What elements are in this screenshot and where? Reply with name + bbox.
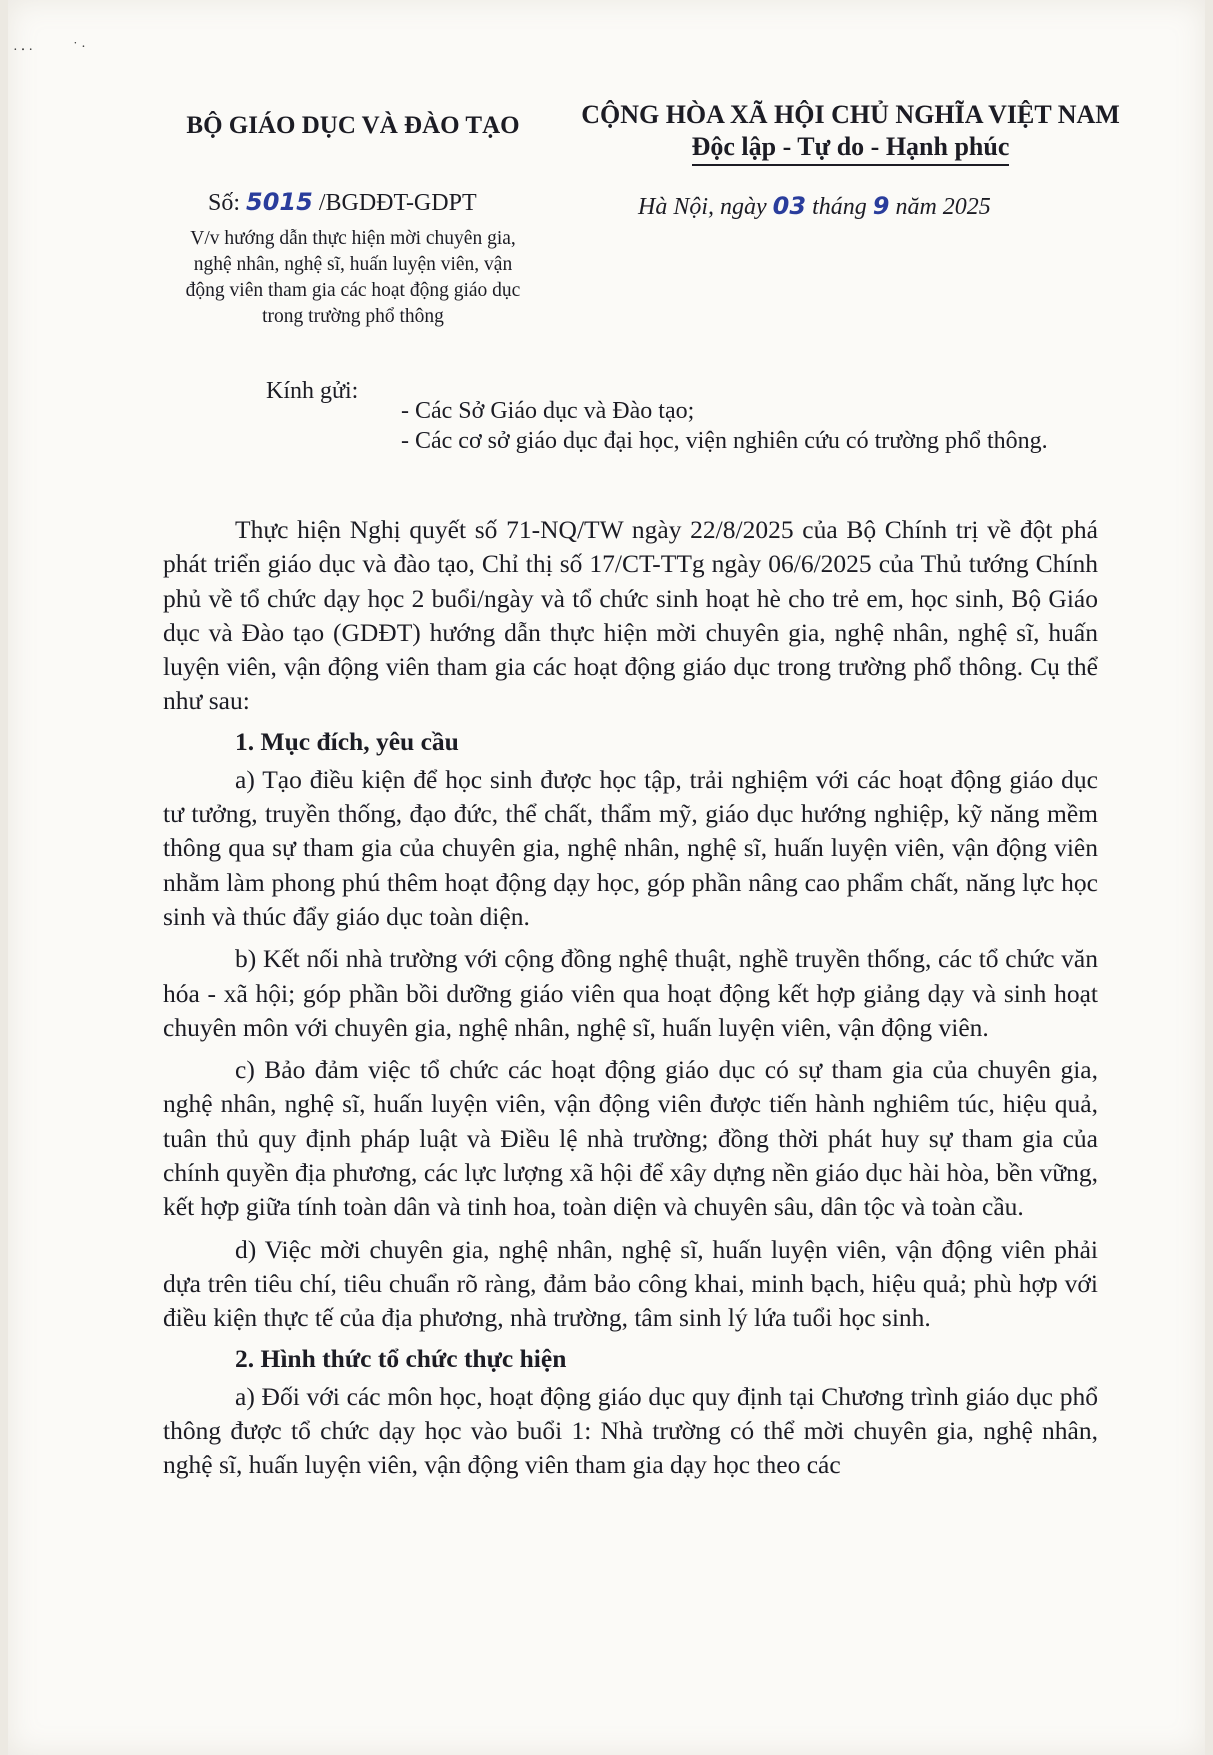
subject-line: nghệ nhân, nghệ sĩ, huấn luyện viên, vận <box>193 254 513 275</box>
country-name: CỘNG HÒA XÃ HỘI CHỦ NGHĨA VIỆT NAM <box>581 100 1120 129</box>
issue-date <box>638 192 991 221</box>
document-page <box>8 0 1205 1755</box>
subject-line: động viên tham gia các hoạt động giáo dục <box>185 280 521 301</box>
paragraph: c) Bảo đảm việc tổ chức các hoạt động giáo dục có sự tham gia của chuyên gia, nghệ nhân, nghệ sĩ, huấn luyện viên, vận động viên được tiến hành nghiêm túc, hiệu quả, tuân thủ quy định pháp luật và Điều lệ nhà trường; đồng thời phát huy sự tham gia của chính quyền địa phương, các lực lượng xã hội để xây dựng nền giáo dục hài hòa, bền vững, kết hợp giữa tính toàn dân và tinh hoa, toàn diện và chuyên sâu, dân tộc và toàn cầu. <box>163 1055 1098 1222</box>
subject-line: V/v hướng dẫn thực hiện mời chuyên gia, <box>190 228 516 249</box>
handwritten-month: 9 <box>872 192 890 220</box>
date-year: năm 2025 <box>895 194 991 220</box>
scan-speck: · ⸱ · <box>13 43 34 58</box>
intro-paragraph: Thực hiện Nghị quyết số 71-NQ/TW ngày 22/8/2025 của Bộ Chính trị về đột phá phát triển giáo dục và đào tạo, Chỉ thị số 17/CT-TTg ngày 06/6/2025 của Thủ tướng Chính phủ về tổ chức dạy học 2 buổi/ngày và tổ chức sinh hoạt hè cho trẻ em, học sinh, Bộ Giáo dục và Đào tạo (GDĐT) hướng dẫn thực hiện mời chuyên gia, nghệ nhân, nghệ sĩ, huấn luyện viên, vận động viên tham gia các hoạt động giáo dục trong trường phổ thông. Cụ thể như sau: <box>163 515 1098 716</box>
paragraph: a) Đối với các môn học, hoạt động giáo dục quy định tại Chương trình giáo dục phổ thông được tổ chức dạy học vào buổi 1: Nhà trường có thể mời chuyên gia, nghệ nhân, nghệ sĩ, huấn luyện viên, vận động viên tham gia dạy học theo các <box>163 1381 1098 1480</box>
paragraph: d) Việc mời chuyên gia, nghệ nhân, nghệ sĩ, huấn luyện viên, vận động viên phải dựa trên tiêu chí, tiêu chuẩn rõ ràng, đảm bảo công khai, minh bạch, hiệu quả; phù hợp với điều kiện thực tế của địa phương, nhà trường, tâm sinh lý lứa tuổi học sinh. <box>163 1234 1098 1333</box>
section-heading: 2. Hình thức tổ chức thực hiện <box>235 1343 567 1373</box>
document-subject <box>158 226 548 330</box>
handwritten-number: 5015 <box>246 188 313 216</box>
paragraph: a) Tạo điều kiện để học sinh được học tập, trải nghiệm với các hoạt động giáo dục tư tưởng, truyền thống, đạo đức, thể chất, thẩm mỹ, giáo dục hướng nghiệp, kỹ năng mềm thông qua sự tham gia của chuyên gia, nghệ nhân, nghệ sĩ, huấn luyện viên, vận động viên nhằm làm phong phú thêm hoạt động dạy học, góp phần nâng cao phẩm chất, năng lực học sinh và thúc đẩy giáo dục toàn diện. <box>163 764 1098 931</box>
document-number <box>208 188 477 217</box>
national-motto: Độc lập - Tự do - Hạnh phúc <box>692 132 1010 166</box>
handwritten-day: 03 <box>772 192 807 220</box>
subject-line: trong trường phổ thông <box>262 306 444 327</box>
ministry-name: BỘ GIÁO DỤC VÀ ĐÀO TẠO <box>186 112 520 139</box>
national-header <box>563 100 1138 166</box>
recipient-item: - Các cơ sở giáo dục đại học, viện nghiên cứu có trường phổ thông. <box>401 428 1048 454</box>
recipient-item: - Các Sở Giáo dục và Đào tạo; <box>401 398 695 424</box>
document-body <box>163 513 1098 1482</box>
paragraph: b) Kết nối nhà trường với cộng đồng nghệ thuật, nghề truyền thống, các tổ chức văn hóa - xã hội; góp phần bồi dưỡng giáo viên qua hoạt động kết hợp giảng dạy và sinh hoạt chuyên môn với chuyên gia, nghệ nhân, nghệ sĩ, huấn luyện viên, vận động viên. <box>163 944 1098 1042</box>
number-suffix: /BGDĐT-GDPT <box>318 190 477 216</box>
date-prefix: Hà Nội, ngày <box>638 194 767 220</box>
date-month-word: tháng <box>812 194 867 220</box>
number-prefix: Số: <box>208 190 241 216</box>
recipients-label: Kính gửi: <box>266 378 359 404</box>
section-heading: 1. Mục đích, yêu cầu <box>235 726 459 756</box>
scan-speck: ˙ · <box>73 40 86 55</box>
